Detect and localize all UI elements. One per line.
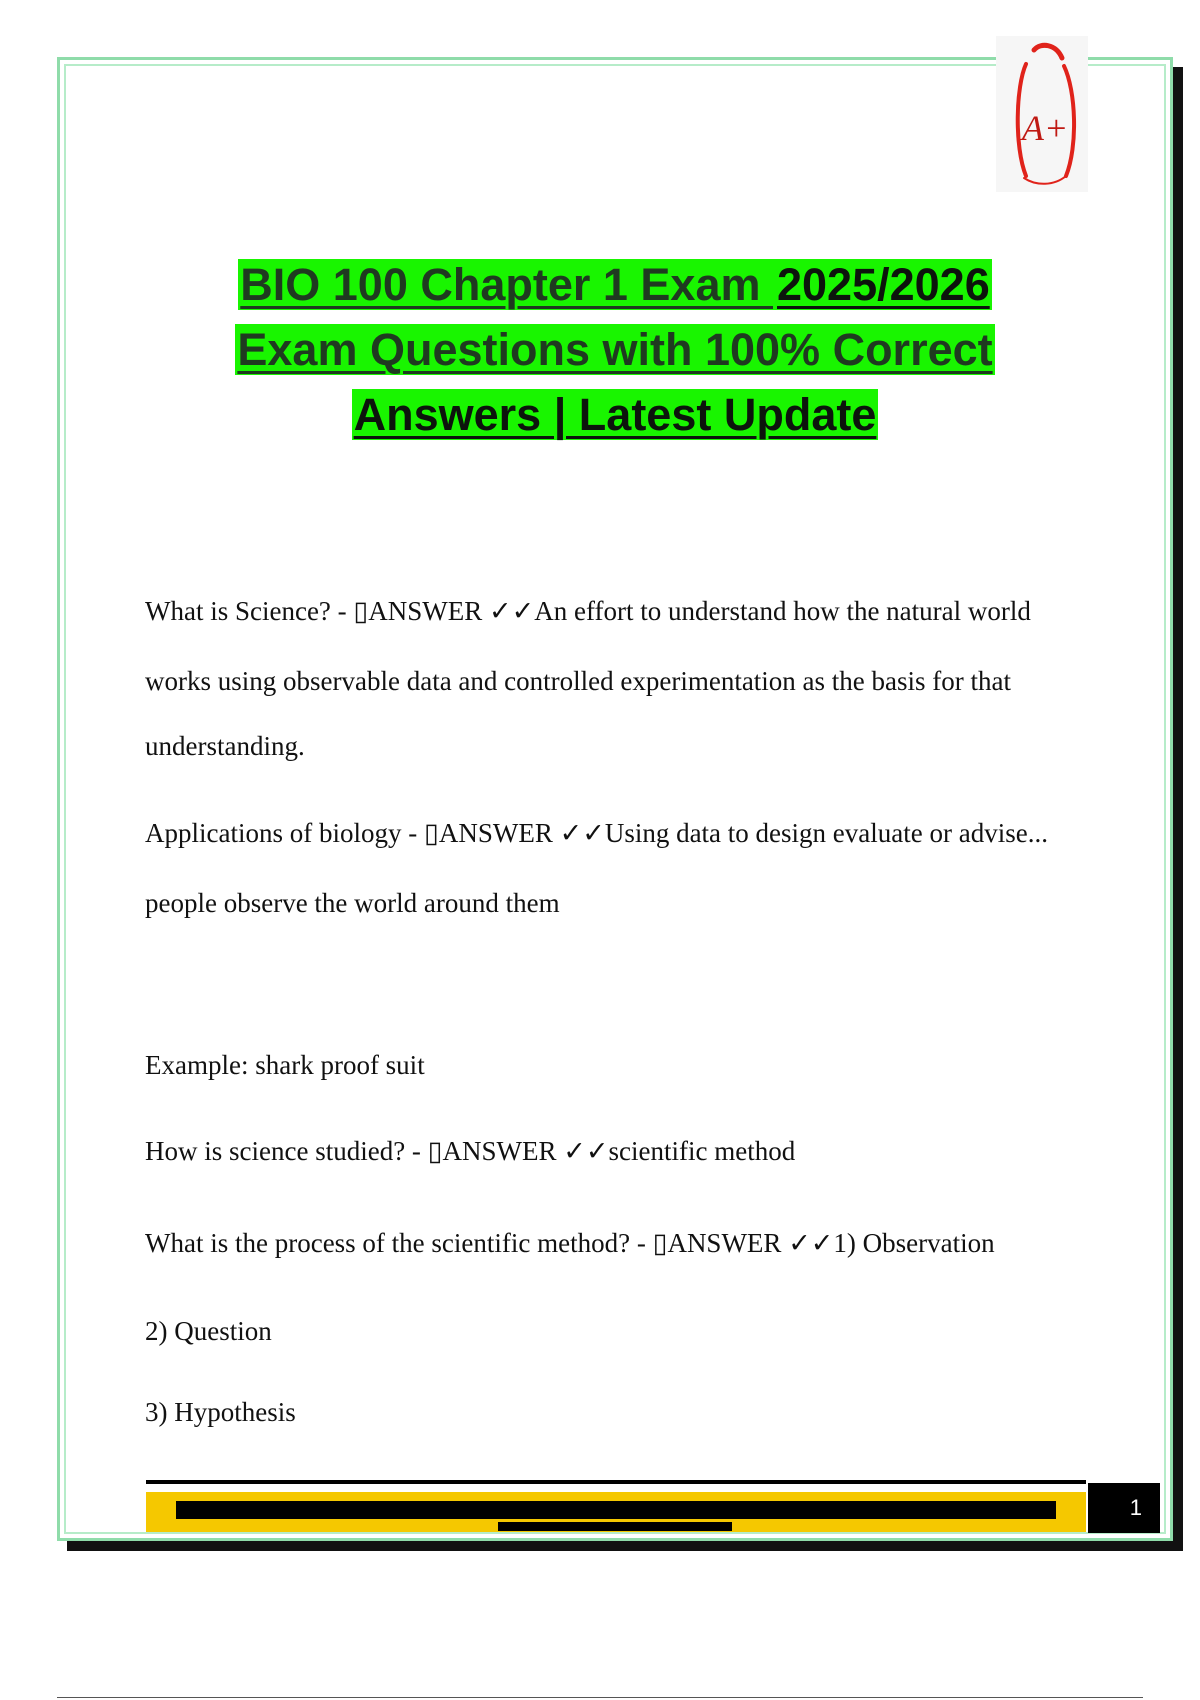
title-line-1	[150, 252, 1080, 317]
body-line-10: 3) Hypothesis	[145, 1397, 296, 1427]
footer-bar	[146, 1492, 1086, 1532]
footer-rule	[146, 1480, 1086, 1484]
title-line-2	[150, 317, 1080, 382]
title-line-3	[150, 382, 1080, 447]
body-line-2: works using observable data and controlled experimentation as the basis for that	[145, 666, 1012, 696]
body-line-1: What is Science? - ▯ANSWER ✓✓An effort to understand how the natural world	[145, 596, 1031, 626]
title-line-3-text: Answers | Latest Update	[353, 389, 877, 440]
body-line-3: understanding.	[145, 731, 305, 761]
title-line-1-part-2: 2025/2026	[777, 259, 990, 310]
body-line-4: Applications of biology - ▯ANSWER ✓✓Using data to design evaluate or advise...	[145, 818, 1048, 848]
body-line-6: Example: shark proof suit	[145, 1050, 425, 1080]
grade-stamp-text: A+	[1021, 108, 1069, 148]
body-line-7: How is science studied? - ▯ANSWER ✓✓scientific method	[145, 1136, 796, 1166]
grade-stamp-icon	[996, 36, 1088, 192]
title-line-1-part-1: BIO 100 Chapter 1 Exam	[240, 259, 773, 310]
body-line-8: What is the process of the scientific method? - ▯ANSWER ✓✓1) Observation	[145, 1228, 995, 1258]
body-line-9: 2) Question	[145, 1316, 272, 1346]
footer-bar-tab	[498, 1522, 732, 1531]
page-number: 1	[1088, 1483, 1160, 1533]
title-line-2-text: Exam Questions with 100% Correct	[237, 324, 993, 375]
bottom-divider	[57, 1697, 1143, 1698]
footer-bar-stripe	[176, 1501, 1056, 1519]
body-line-5: people observe the world around them	[145, 888, 560, 918]
document-title	[150, 252, 1080, 447]
